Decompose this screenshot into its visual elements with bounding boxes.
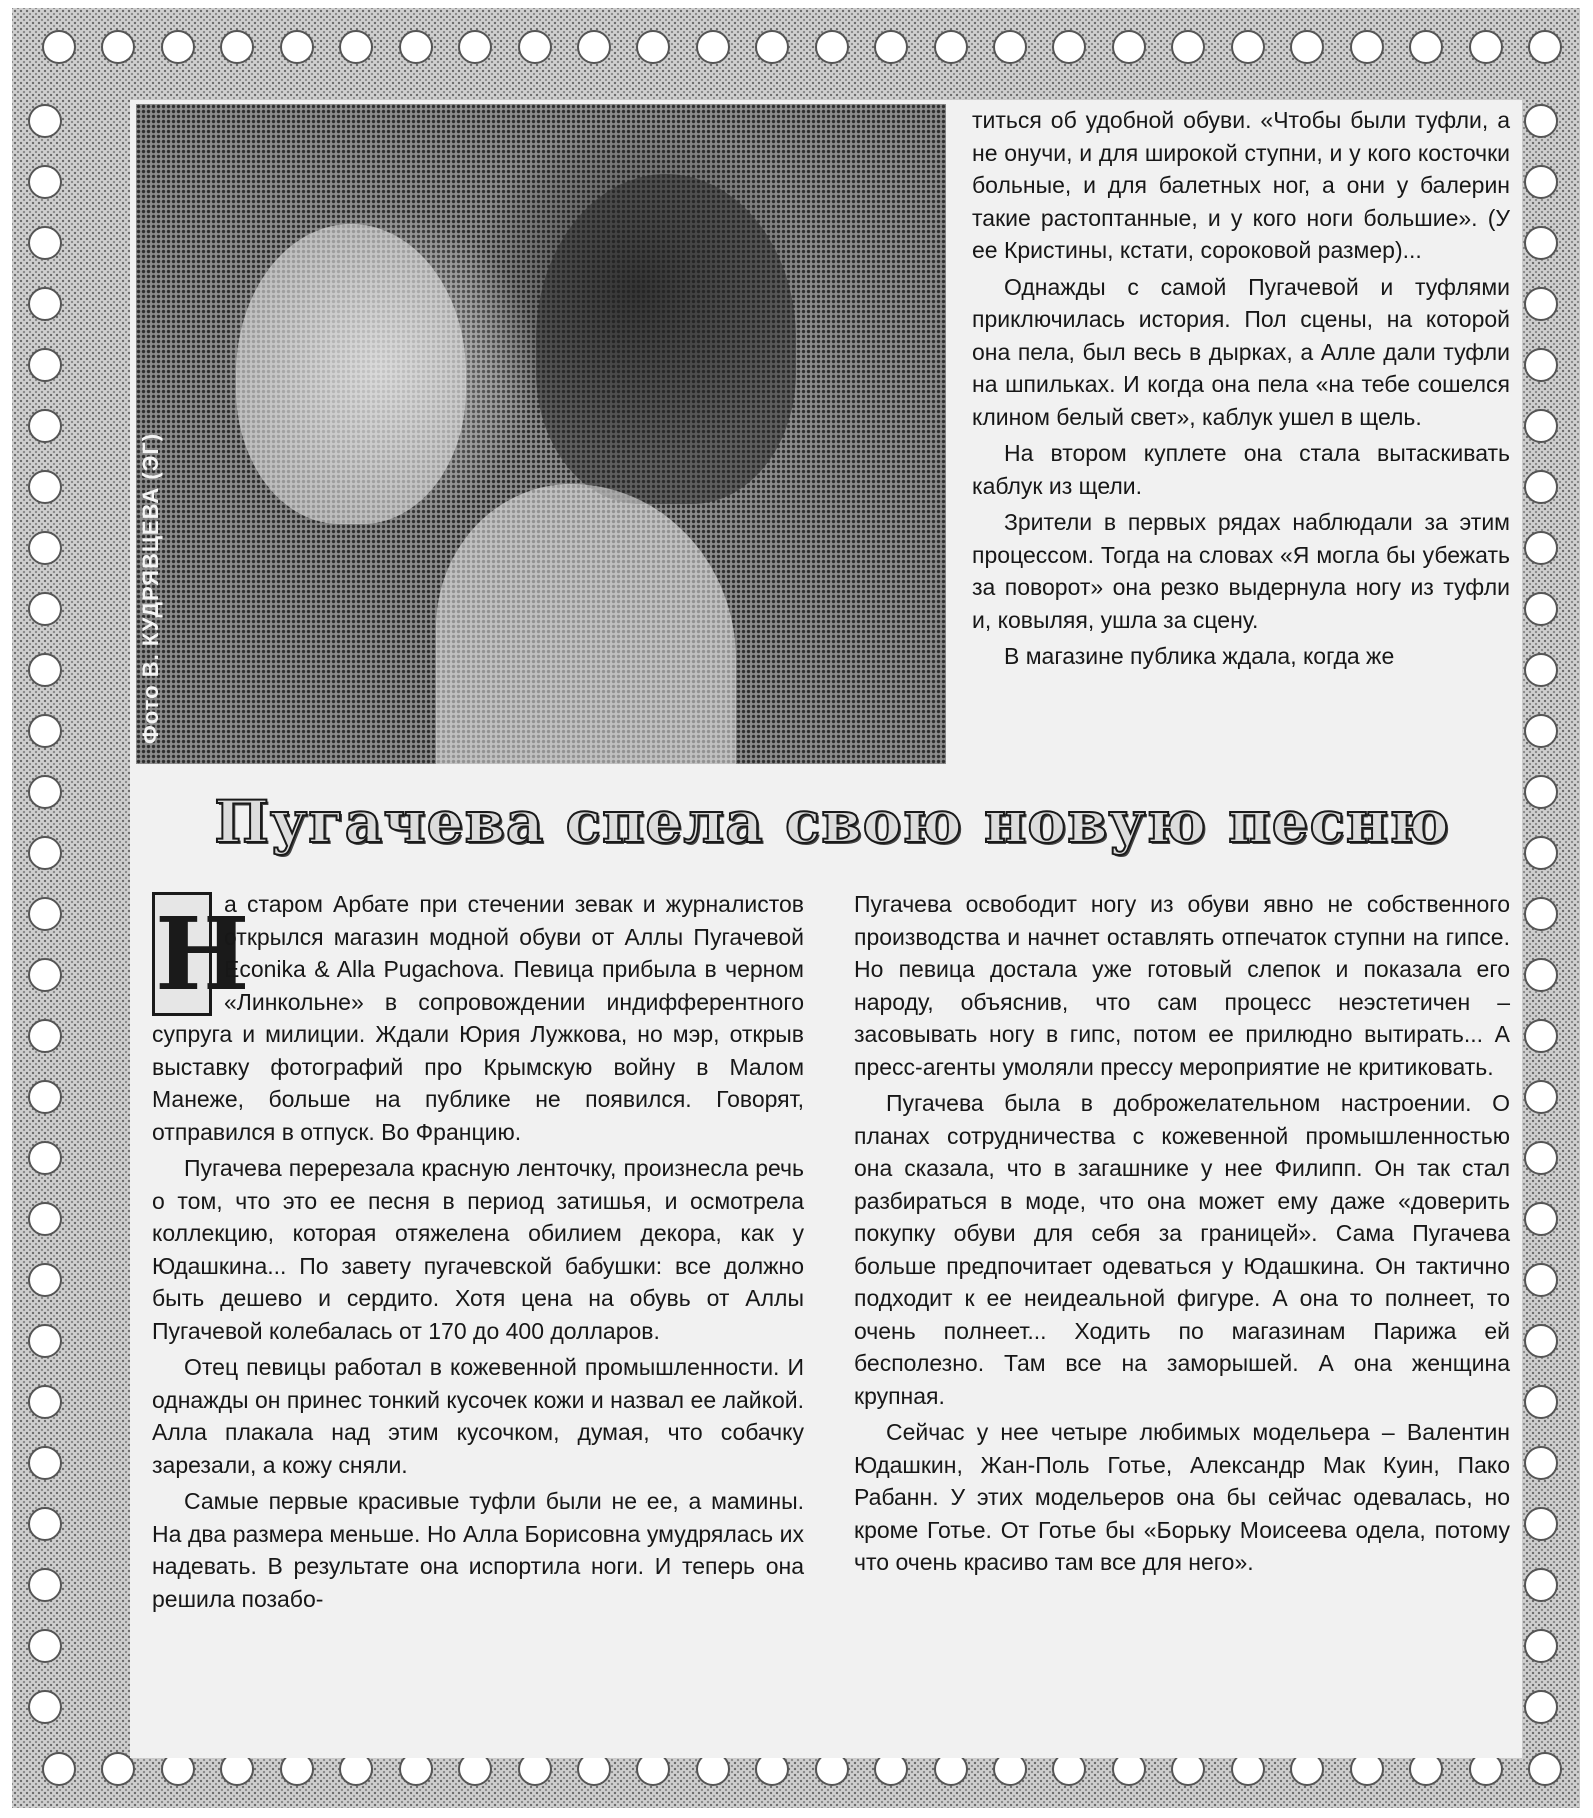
film-hole (1524, 775, 1558, 809)
film-hole (1524, 1019, 1558, 1053)
film-hole (1524, 897, 1558, 931)
paragraph: Сейчас у нее четыре любимых модельера – Валентин Юдашкин, Жан-Поль Готье, Александр Мак Куин, Пако Рабанн. У этих модельеров она бы сейчас одевалась, но кроме Готье. От Готье бы «Борьку Моисеева одела, потому что очень красиво там все для него». (854, 1419, 1510, 1575)
film-hole (1524, 653, 1558, 687)
newspaper-clipping (12, 8, 1580, 1808)
film-hole (577, 30, 611, 64)
film-hole (1231, 30, 1265, 64)
film-hole (1524, 287, 1558, 321)
film-hole (755, 30, 789, 64)
film-hole (28, 1019, 62, 1053)
film-hole (28, 958, 62, 992)
film-border-right (1524, 104, 1564, 1724)
paragraph: Однажды с самой Пугачевой и туфлями приключилась история. Пол сцены, на которой она пела, был весь в дырках, а Алле дали туфли на шпильках. И когда она пела «на тебе сошелся клином белый свет», каблук ушел в щель. (972, 273, 1510, 430)
film-hole (101, 30, 135, 64)
film-hole (42, 30, 76, 64)
film-hole (28, 165, 62, 199)
paragraph: В магазине публика ждала, когда же (1004, 643, 1395, 669)
film-hole (1524, 470, 1558, 504)
film-hole (1524, 1690, 1558, 1724)
film-hole (518, 30, 552, 64)
film-hole (28, 897, 62, 931)
article-column-top-right (972, 104, 1510, 677)
film-hole (399, 30, 433, 64)
film-hole (28, 470, 62, 504)
paragraph: Самые первые красивые туфли были не ее, а мамины. На два размера меньше. Но Алла Борисовна умудрялась их надевать. В результате она испортила ноги. И теперь она решила позабо- (152, 1488, 804, 1612)
film-hole (1524, 1080, 1558, 1114)
film-hole (1524, 104, 1558, 138)
dropcap-letter: Н (152, 892, 212, 1016)
film-hole (339, 30, 373, 64)
paragraph: Пугачева перерезала красную ленточку, произнесла речь о том, что это ее песня в период затишья, и осмотрела коллекцию, которая отяжелена обилием декора, как у Юдашкина... По завету пугачевской бабушки: все должно быть дешево и сердито. Хотя цена на обувь от Аллы Пугачевой колебалась от 170 до 400 долларов. (152, 1155, 804, 1344)
article-photo (136, 104, 946, 764)
film-hole (1409, 30, 1443, 64)
film-hole (1112, 30, 1146, 64)
film-hole (280, 30, 314, 64)
article-column-right (854, 888, 1510, 1583)
film-hole (1524, 1629, 1558, 1663)
photo-figure-raised-hand (436, 484, 736, 764)
film-hole (1171, 30, 1205, 64)
article-headline: Пугачева спела свою новую песню (214, 788, 1450, 856)
paragraph: На втором куплете она стала вытаскивать каблук из щели. (972, 440, 1510, 499)
film-hole (1528, 30, 1562, 64)
film-hole (815, 30, 849, 64)
film-hole (220, 30, 254, 64)
film-hole (28, 1263, 62, 1297)
film-hole (28, 226, 62, 260)
film-hole (28, 836, 62, 870)
film-hole (1290, 30, 1324, 64)
film-hole (1524, 1324, 1558, 1358)
film-hole (1524, 1507, 1558, 1541)
film-hole (161, 30, 195, 64)
paragraph-with-dropcap (152, 888, 804, 1148)
film-hole (28, 348, 62, 382)
film-hole (934, 30, 968, 64)
film-hole (1524, 1446, 1558, 1480)
film-hole (1524, 165, 1558, 199)
film-hole (28, 104, 62, 138)
article-panel (130, 100, 1522, 1758)
film-border-bottom (42, 1752, 1562, 1798)
film-hole (1469, 30, 1503, 64)
film-hole (1524, 409, 1558, 443)
film-hole (28, 409, 62, 443)
film-hole (28, 653, 62, 687)
film-hole (28, 775, 62, 809)
film-hole (28, 592, 62, 626)
paragraph: Пугачева освободит ногу из обуви явно не собственного производства и начнет оставлять отпечаток ступни на гипсе. Но певица достала уже готовый слепок и показала его народу, объяснив, что сам процесс неэстетичен – засовывать ногу в гипс, потом ее прилюдно вытирать... А пресс-агенты умоляли прессу мероприятие не критиковать. (854, 891, 1510, 1080)
film-hole (28, 1202, 62, 1236)
film-hole (28, 1507, 62, 1541)
paragraph: титься об удобной обуви. «Чтобы были туфли, а не онучи, и для широкой ступни, и у кого косточки больные, и для балетных ног, а они у балерин такие растоптанные, и у кого ноги большие». (У ее Кристины, кстати, сороковой размер)... (972, 107, 1510, 263)
film-hole (28, 1629, 62, 1663)
film-hole (696, 30, 730, 64)
film-hole (1524, 1568, 1558, 1602)
film-hole (993, 30, 1027, 64)
film-hole (28, 1690, 62, 1724)
film-hole (1524, 1385, 1558, 1419)
film-hole (28, 1446, 62, 1480)
film-hole (1524, 531, 1558, 565)
film-hole (1350, 30, 1384, 64)
film-hole (1524, 226, 1558, 260)
photo-figure-man (536, 174, 796, 504)
film-hole (1524, 1263, 1558, 1297)
film-hole (1524, 348, 1558, 382)
photo-figure-woman (236, 224, 466, 524)
film-hole (28, 1080, 62, 1114)
film-hole (874, 30, 908, 64)
film-hole (28, 531, 62, 565)
paragraph: Пугачева была в доброжелательном настроении. О планах сотрудничества с кожевенной промышленностью она сказала, что в загашнике у нее Филипп. Он так стал разбираться в моде, что она может ему даже «доверить покупку обуви для себя за границей». Сама Пугачева больше предпочитает одеваться у Юдашкина. Он тактично подходит к ее неидеальной фигуре. А она то полнеет, то очень полнеет... Ходить по магазинам Парижа ей бесполезно. Там все на заморышей. А она женщина крупная. (854, 1090, 1510, 1409)
film-hole (1524, 836, 1558, 870)
film-border-top (42, 30, 1562, 76)
film-hole (1524, 1141, 1558, 1175)
article-column-left (152, 888, 804, 1619)
film-hole (1052, 30, 1086, 64)
film-hole (28, 1324, 62, 1358)
photo-credit: Фото В. КУДРЯВЦЕВА (ЭГ) (138, 432, 163, 744)
film-hole (28, 287, 62, 321)
film-border-left (28, 104, 68, 1724)
film-hole (1524, 592, 1558, 626)
film-hole (1528, 1752, 1562, 1786)
film-hole (28, 1385, 62, 1419)
paragraph-text: а старом Арбате при стечении зевак и журналистов открылся магазин модной обуви от Аллы Пугачевой Econika & Alla Pugachova. Певица прибыла в черном «Линкольне» в сопровождении индифферентного супруга и милиции. Ждали Юрия Лужкова, но мэр, открыв выставку фотографий про Крымскую войну в Малом Манеже, больше на публике не появился. Говорят, отправился в отпуск. Во Францию. (152, 891, 804, 1145)
film-hole (1524, 958, 1558, 992)
film-hole (42, 1752, 76, 1786)
film-hole (1524, 1202, 1558, 1236)
film-hole (1524, 714, 1558, 748)
film-hole (458, 30, 492, 64)
film-hole (28, 714, 62, 748)
film-hole (28, 1141, 62, 1175)
film-hole (636, 30, 670, 64)
paragraph: Зрители в первых рядах наблюдали за этим процессом. Тогда на словах «Я могла бы убежать за поворот» она резко выдернула ногу из туфли и, ковыляя, ушла за сцену. (972, 509, 1510, 633)
paragraph: Отец певицы работал в кожевенной промышленности. И однажды он принес тонкий кусочек кожи и назвал ее лайкой. Алла плакала над этим кусочком, думая, что собачку зарезали, а кожу сняли. (152, 1354, 804, 1478)
film-hole (28, 1568, 62, 1602)
